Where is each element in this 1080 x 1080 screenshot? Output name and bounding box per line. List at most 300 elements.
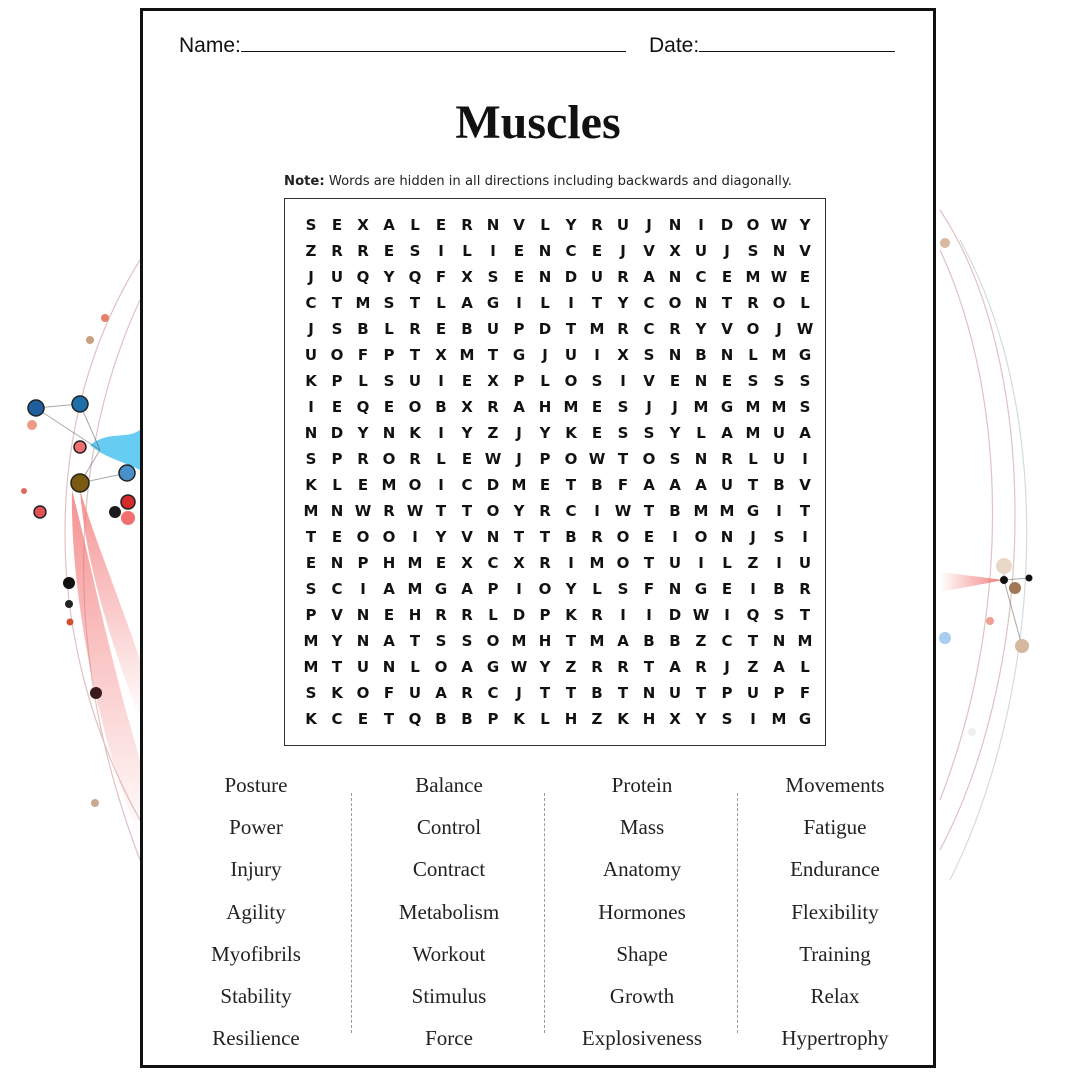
grid-letter[interactable]: Y [513, 502, 525, 520]
grid-letter[interactable]: V [643, 372, 655, 390]
grid-letter[interactable]: N [304, 424, 318, 442]
grid-letter[interactable]: L [436, 450, 446, 468]
grid-letter[interactable]: N [772, 632, 786, 650]
grid-letter[interactable]: E [721, 372, 733, 390]
grid-letter[interactable]: S [305, 580, 317, 598]
grid-letter[interactable]: Z [565, 658, 577, 676]
grid-letter[interactable]: M [589, 320, 605, 338]
grid-letter[interactable]: A [643, 476, 655, 494]
grid-letter[interactable]: C [643, 294, 655, 312]
grid-letter[interactable]: Y [461, 424, 473, 442]
grid-letter[interactable]: L [488, 606, 498, 624]
grid-letter[interactable]: P [773, 684, 785, 702]
grid-letter[interactable]: C [487, 554, 499, 572]
grid-letter[interactable]: S [617, 424, 629, 442]
grid-letter[interactable]: U [486, 320, 500, 338]
grid-letter[interactable]: O [616, 528, 630, 546]
grid-letter[interactable]: E [383, 398, 395, 416]
grid-letter[interactable]: U [720, 476, 734, 494]
grid-letter[interactable]: E [331, 528, 343, 546]
grid-letter[interactable]: X [669, 710, 681, 728]
grid-letter[interactable]: E [357, 710, 369, 728]
grid-letter[interactable]: K [513, 710, 525, 728]
grid-letter[interactable]: T [539, 528, 551, 546]
grid-letter[interactable]: J [542, 346, 548, 364]
grid-letter[interactable]: T [409, 346, 421, 364]
grid-letter[interactable]: U [668, 684, 682, 702]
grid-letter[interactable]: G [486, 658, 500, 676]
grid-letter[interactable]: D [720, 216, 734, 234]
grid-letter[interactable]: J [646, 398, 652, 416]
grid-letter[interactable]: S [617, 398, 629, 416]
grid-letter[interactable]: W [484, 450, 502, 468]
grid-letter[interactable]: F [617, 476, 629, 494]
grid-letter[interactable]: B [643, 632, 655, 650]
grid-letter[interactable]: S [305, 684, 317, 702]
grid-letter[interactable]: L [540, 710, 550, 728]
grid-letter[interactable]: P [305, 606, 317, 624]
grid-letter[interactable]: M [771, 398, 787, 416]
grid-letter[interactable]: U [694, 242, 708, 260]
grid-letter[interactable]: M [381, 476, 397, 494]
grid-letter[interactable]: X [461, 268, 473, 286]
grid-letter[interactable]: G [512, 346, 526, 364]
grid-letter[interactable]: B [695, 346, 707, 364]
grid-letter[interactable]: E [383, 606, 395, 624]
grid-letter[interactable]: O [434, 658, 448, 676]
grid-letter[interactable]: X [617, 346, 629, 364]
grid-letter[interactable]: M [797, 632, 813, 650]
grid-letter[interactable]: O [746, 320, 760, 338]
grid-letter[interactable]: E [435, 216, 447, 234]
grid-letter[interactable]: I [308, 398, 314, 416]
grid-letter[interactable]: D [538, 320, 552, 338]
grid-letter[interactable]: B [669, 632, 681, 650]
grid-letter[interactable]: Y [565, 580, 577, 598]
grid-letter[interactable]: X [513, 554, 525, 572]
grid-letter[interactable]: A [383, 632, 395, 650]
grid-letter[interactable]: X [669, 242, 681, 260]
grid-letter[interactable]: T [461, 502, 473, 520]
grid-letter[interactable]: O [486, 632, 500, 650]
grid-letter[interactable]: T [643, 658, 655, 676]
grid-letter[interactable]: R [539, 554, 551, 572]
grid-letter[interactable]: P [331, 450, 343, 468]
grid-letter[interactable]: C [695, 268, 707, 286]
grid-letter[interactable]: B [565, 528, 577, 546]
grid-letter[interactable]: E [461, 450, 473, 468]
grid-letter[interactable]: H [408, 606, 422, 624]
grid-letter[interactable]: M [719, 502, 735, 520]
grid-letter[interactable]: R [461, 684, 473, 702]
grid-letter[interactable]: L [800, 294, 810, 312]
grid-letter[interactable]: R [331, 242, 343, 260]
grid-letter[interactable]: G [694, 580, 708, 598]
grid-letter[interactable]: L [384, 320, 394, 338]
name-field[interactable] [179, 31, 626, 58]
grid-letter[interactable]: J [646, 216, 652, 234]
grid-letter[interactable]: U [330, 268, 344, 286]
grid-letter[interactable]: E [383, 242, 395, 260]
grid-letter[interactable]: T [331, 294, 343, 312]
grid-letter[interactable]: L [410, 658, 420, 676]
grid-letter[interactable]: S [643, 424, 655, 442]
grid-letter[interactable]: M [563, 398, 579, 416]
grid-letter[interactable]: B [435, 710, 447, 728]
grid-letter[interactable]: W [796, 320, 814, 338]
grid-letter[interactable]: A [669, 658, 681, 676]
grid-letter[interactable]: Z [747, 554, 759, 572]
date-field[interactable] [649, 31, 895, 58]
grid-letter[interactable]: F [357, 346, 369, 364]
grid-letter[interactable]: Q [356, 268, 370, 286]
grid-letter[interactable]: I [516, 294, 522, 312]
grid-letter[interactable]: Y [799, 216, 811, 234]
grid-letter[interactable]: T [409, 632, 421, 650]
grid-letter[interactable]: K [565, 424, 577, 442]
grid-letter[interactable]: C [721, 632, 733, 650]
grid-letter[interactable]: B [435, 398, 447, 416]
grid-letter[interactable]: P [513, 320, 525, 338]
grid-letter[interactable]: T [305, 528, 317, 546]
grid-letter[interactable]: R [721, 450, 733, 468]
grid-letter[interactable]: O [694, 528, 708, 546]
grid-letter[interactable]: L [748, 346, 758, 364]
grid-letter[interactable]: A [513, 398, 525, 416]
grid-letter[interactable]: B [461, 710, 473, 728]
grid-letter[interactable]: E [669, 372, 681, 390]
grid-letter[interactable]: V [643, 242, 655, 260]
grid-letter[interactable]: M [355, 294, 371, 312]
grid-letter[interactable]: R [383, 502, 395, 520]
grid-letter[interactable]: C [331, 580, 343, 598]
grid-letter[interactable]: O [642, 450, 656, 468]
grid-letter[interactable]: L [358, 372, 368, 390]
grid-letter[interactable]: Z [695, 632, 707, 650]
grid-letter[interactable]: T [591, 294, 603, 312]
grid-letter[interactable]: T [539, 684, 551, 702]
grid-letter[interactable]: I [620, 606, 626, 624]
grid-letter[interactable]: I [568, 554, 574, 572]
grid-letter[interactable]: R [617, 658, 629, 676]
grid-letter[interactable]: M [459, 346, 475, 364]
grid-letter[interactable]: S [799, 372, 811, 390]
grid-letter[interactable]: P [487, 580, 499, 598]
grid-letter[interactable]: D [668, 606, 682, 624]
grid-letter[interactable]: R [357, 450, 369, 468]
grid-letter[interactable]: E [799, 268, 811, 286]
grid-letter[interactable]: O [356, 528, 370, 546]
grid-letter[interactable]: T [799, 606, 811, 624]
grid-letter[interactable]: Y [539, 658, 551, 676]
grid-letter[interactable]: F [643, 580, 655, 598]
grid-letter[interactable]: J [516, 450, 522, 468]
grid-letter[interactable]: N [668, 216, 682, 234]
word-search-grid[interactable] [298, 212, 818, 732]
grid-letter[interactable]: I [750, 580, 756, 598]
grid-letter[interactable]: N [330, 502, 344, 520]
grid-letter[interactable]: O [356, 684, 370, 702]
grid-letter[interactable]: P [487, 710, 499, 728]
grid-letter[interactable]: E [331, 398, 343, 416]
grid-letter[interactable]: X [461, 554, 473, 572]
grid-letter[interactable]: I [438, 476, 444, 494]
grid-letter[interactable]: L [696, 424, 706, 442]
grid-letter[interactable]: V [721, 320, 733, 338]
grid-letter[interactable]: M [745, 398, 761, 416]
grid-letter[interactable]: S [461, 632, 473, 650]
grid-letter[interactable]: I [750, 710, 756, 728]
grid-letter[interactable]: I [594, 346, 600, 364]
grid-letter[interactable]: N [668, 580, 682, 598]
grid-letter[interactable]: R [591, 606, 603, 624]
grid-letter[interactable]: L [540, 294, 550, 312]
grid-letter[interactable]: Z [591, 710, 603, 728]
grid-letter[interactable]: Q [408, 268, 422, 286]
grid-letter[interactable]: I [620, 372, 626, 390]
grid-letter[interactable]: U [772, 450, 786, 468]
grid-letter[interactable]: N [720, 528, 734, 546]
grid-letter[interactable]: E [435, 320, 447, 338]
name-blank-line[interactable] [241, 31, 626, 52]
grid-letter[interactable]: L [592, 580, 602, 598]
grid-letter[interactable]: T [565, 684, 577, 702]
grid-letter[interactable]: R [357, 242, 369, 260]
grid-letter[interactable]: E [721, 268, 733, 286]
grid-letter[interactable]: W [614, 502, 632, 520]
grid-letter[interactable]: C [461, 476, 473, 494]
grid-letter[interactable]: T [331, 658, 343, 676]
grid-letter[interactable]: P [383, 346, 395, 364]
grid-letter[interactable]: I [516, 580, 522, 598]
grid-letter[interactable]: U [564, 346, 578, 364]
grid-letter[interactable]: P [357, 554, 369, 572]
grid-letter[interactable]: A [617, 632, 629, 650]
grid-letter[interactable]: R [461, 216, 473, 234]
grid-letter[interactable]: V [461, 528, 473, 546]
grid-letter[interactable]: S [773, 372, 785, 390]
grid-letter[interactable]: J [750, 528, 756, 546]
grid-letter[interactable]: Y [357, 424, 369, 442]
grid-letter[interactable]: L [722, 554, 732, 572]
grid-letter[interactable]: B [591, 476, 603, 494]
grid-letter[interactable]: T [721, 294, 733, 312]
grid-letter[interactable]: A [461, 580, 473, 598]
grid-letter[interactable]: C [305, 294, 317, 312]
grid-letter[interactable]: J [672, 398, 678, 416]
grid-letter[interactable]: I [724, 606, 730, 624]
grid-letter[interactable]: O [564, 450, 578, 468]
grid-letter[interactable]: R [747, 294, 759, 312]
grid-letter[interactable]: Y [695, 710, 707, 728]
grid-letter[interactable]: S [799, 398, 811, 416]
grid-letter[interactable]: L [462, 242, 472, 260]
grid-letter[interactable]: I [802, 450, 808, 468]
grid-letter[interactable]: E [357, 476, 369, 494]
grid-letter[interactable]: N [486, 528, 500, 546]
grid-letter[interactable]: D [512, 606, 526, 624]
grid-letter[interactable]: O [772, 294, 786, 312]
grid-letter[interactable]: T [747, 632, 759, 650]
grid-letter[interactable]: N [668, 268, 682, 286]
grid-letter[interactable]: W [354, 502, 372, 520]
grid-letter[interactable]: N [720, 346, 734, 364]
grid-letter[interactable]: L [800, 658, 810, 676]
grid-letter[interactable]: C [565, 242, 577, 260]
grid-letter[interactable]: X [357, 216, 369, 234]
grid-letter[interactable]: M [771, 346, 787, 364]
grid-letter[interactable]: Q [356, 398, 370, 416]
grid-letter[interactable]: J [724, 658, 730, 676]
grid-letter[interactable]: N [538, 242, 552, 260]
grid-letter[interactable]: A [799, 424, 811, 442]
grid-letter[interactable]: O [486, 502, 500, 520]
grid-letter[interactable]: Z [305, 242, 317, 260]
grid-letter[interactable]: N [642, 684, 656, 702]
grid-letter[interactable]: U [408, 684, 422, 702]
grid-letter[interactable]: N [382, 658, 396, 676]
grid-letter[interactable]: I [646, 606, 652, 624]
grid-letter[interactable]: S [617, 580, 629, 598]
grid-letter[interactable]: I [360, 580, 366, 598]
grid-letter[interactable]: S [435, 632, 447, 650]
grid-letter[interactable]: E [643, 528, 655, 546]
grid-letter[interactable]: P [331, 372, 343, 390]
grid-letter[interactable]: I [438, 424, 444, 442]
grid-letter[interactable]: W [770, 268, 788, 286]
grid-letter[interactable]: A [383, 580, 395, 598]
grid-letter[interactable]: A [721, 424, 733, 442]
grid-letter[interactable]: E [591, 424, 603, 442]
grid-letter[interactable]: R [591, 528, 603, 546]
grid-letter[interactable]: C [487, 684, 499, 702]
grid-letter[interactable]: W [588, 450, 606, 468]
grid-letter[interactable]: I [776, 502, 782, 520]
grid-letter[interactable]: Y [669, 424, 681, 442]
grid-letter[interactable]: K [409, 424, 421, 442]
grid-letter[interactable]: G [486, 294, 500, 312]
grid-letter[interactable]: G [798, 346, 812, 364]
grid-letter[interactable]: Y [383, 268, 395, 286]
grid-letter[interactable]: E [591, 398, 603, 416]
grid-letter[interactable]: R [539, 502, 551, 520]
grid-letter[interactable]: Z [487, 424, 499, 442]
grid-letter[interactable]: H [538, 398, 552, 416]
grid-letter[interactable]: V [331, 606, 343, 624]
grid-letter[interactable]: M [589, 554, 605, 572]
grid-letter[interactable]: R [669, 320, 681, 338]
grid-letter[interactable]: M [511, 632, 527, 650]
grid-letter[interactable]: B [773, 476, 785, 494]
grid-letter[interactable]: T [565, 632, 577, 650]
grid-letter[interactable]: N [694, 450, 708, 468]
grid-letter[interactable]: P [539, 606, 551, 624]
grid-letter[interactable]: M [589, 632, 605, 650]
grid-letter[interactable]: T [435, 502, 447, 520]
grid-letter[interactable]: O [616, 554, 630, 572]
grid-letter[interactable]: R [487, 398, 499, 416]
grid-letter[interactable]: C [565, 502, 577, 520]
grid-letter[interactable]: U [746, 684, 760, 702]
grid-letter[interactable]: Y [435, 528, 447, 546]
grid-letter[interactable]: V [799, 242, 811, 260]
grid-letter[interactable]: X [435, 346, 447, 364]
grid-letter[interactable]: S [383, 372, 395, 390]
grid-letter[interactable]: R [435, 606, 447, 624]
grid-letter[interactable]: U [616, 216, 630, 234]
grid-letter[interactable]: M [511, 476, 527, 494]
grid-letter[interactable]: M [303, 502, 319, 520]
grid-letter[interactable]: A [773, 658, 785, 676]
grid-letter[interactable]: K [305, 710, 317, 728]
grid-letter[interactable]: B [669, 502, 681, 520]
grid-letter[interactable]: F [383, 684, 395, 702]
grid-letter[interactable]: N [382, 424, 396, 442]
grid-letter[interactable]: Z [747, 658, 759, 676]
grid-letter[interactable]: I [698, 554, 704, 572]
grid-letter[interactable]: A [461, 294, 473, 312]
grid-letter[interactable]: K [331, 684, 343, 702]
grid-letter[interactable]: I [776, 554, 782, 572]
grid-letter[interactable]: M [407, 580, 423, 598]
grid-letter[interactable]: L [540, 372, 550, 390]
grid-letter[interactable]: R [591, 658, 603, 676]
grid-letter[interactable]: N [668, 346, 682, 364]
grid-letter[interactable]: A [669, 476, 681, 494]
grid-letter[interactable]: W [692, 606, 710, 624]
grid-letter[interactable]: T [565, 320, 577, 338]
grid-letter[interactable]: O [668, 294, 682, 312]
grid-letter[interactable]: S [305, 450, 317, 468]
grid-letter[interactable]: B [357, 320, 369, 338]
grid-letter[interactable]: U [408, 372, 422, 390]
grid-letter[interactable]: A [643, 268, 655, 286]
grid-letter[interactable]: S [643, 346, 655, 364]
grid-letter[interactable]: S [773, 606, 785, 624]
grid-letter[interactable]: J [308, 268, 314, 286]
grid-letter[interactable]: H [382, 554, 396, 572]
grid-letter[interactable]: T [617, 450, 629, 468]
grid-letter[interactable]: I [594, 502, 600, 520]
grid-letter[interactable]: R [617, 268, 629, 286]
grid-letter[interactable]: T [383, 710, 395, 728]
grid-letter[interactable]: Y [539, 424, 551, 442]
grid-letter[interactable]: N [538, 268, 552, 286]
grid-letter[interactable]: R [617, 320, 629, 338]
grid-letter[interactable]: E [591, 242, 603, 260]
grid-letter[interactable]: J [620, 242, 626, 260]
grid-letter[interactable]: K [305, 372, 317, 390]
grid-letter[interactable]: T [617, 684, 629, 702]
grid-letter[interactable]: R [409, 450, 421, 468]
grid-letter[interactable]: M [745, 268, 761, 286]
grid-letter[interactable]: I [698, 216, 704, 234]
grid-letter[interactable]: E [305, 554, 317, 572]
grid-letter[interactable]: R [409, 320, 421, 338]
grid-letter[interactable]: R [461, 606, 473, 624]
grid-letter[interactable]: N [356, 632, 370, 650]
grid-letter[interactable]: M [303, 658, 319, 676]
grid-letter[interactable]: R [591, 216, 603, 234]
grid-letter[interactable]: J [308, 320, 314, 338]
grid-letter[interactable]: E [513, 268, 525, 286]
grid-letter[interactable]: I [438, 242, 444, 260]
grid-letter[interactable]: O [564, 372, 578, 390]
grid-letter[interactable]: O [382, 528, 396, 546]
grid-letter[interactable]: X [461, 398, 473, 416]
grid-letter[interactable]: Y [565, 216, 577, 234]
grid-letter[interactable]: Y [617, 294, 629, 312]
